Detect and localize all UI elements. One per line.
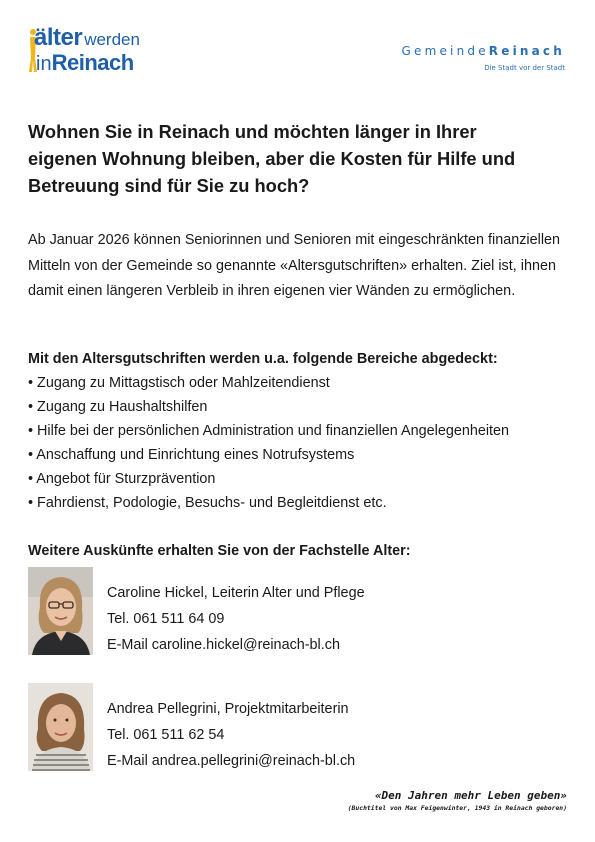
quote-text: «Den Jahren mehr Leben geben»	[374, 789, 567, 802]
coverage-item: • Zugang zu Mittagstisch oder Mahlzeitendienst	[28, 375, 330, 391]
coverage-list	[28, 371, 573, 515]
coverage-section	[28, 347, 573, 515]
contact-email: E-Mail caroline.hickel@reinach-bl.ch	[107, 637, 340, 653]
contact-details	[107, 580, 365, 658]
coverage-item: • Anschaffung und Einrichtung eines Notrufsystems	[28, 447, 355, 463]
logo-word-reinach: Reinach	[51, 50, 134, 75]
coverage-item: • Angebot für Sturzprävention	[28, 471, 216, 487]
municipality-prefix: Gemeinde	[401, 44, 489, 58]
contact-details	[107, 696, 355, 774]
contact-card-andrea-pellegrini	[28, 683, 568, 773]
page-headline: Wohnen Sie in Reinach und möchten länger in Ihrer eigenen Wohnung bleiben, aber die Kosten für Hilfe und Betreuung sind für Sie zu hoch?	[28, 121, 516, 196]
logo-word-alter: älter	[34, 24, 83, 51]
municipality-tagline: Die Stadt vor der Stadt	[484, 64, 565, 72]
quote-source: (Buchtitel von Max Feigenwinter, 1943 in Reinach geboren)	[347, 804, 567, 812]
coverage-item: • Fahrdienst, Podologie, Besuchs- und Begleitdienst etc.	[28, 495, 387, 511]
contact-card-caroline-hickel	[28, 567, 568, 657]
contact-email: E-Mail andrea.pellegrini@reinach-bl.ch	[107, 753, 356, 769]
coverage-item: • Hilfe bei der persönlichen Administration und finanziellen Angelegenheiten	[28, 423, 510, 439]
contact-name-role: Andrea Pellegrini, Projektmitarbeiterin	[107, 701, 349, 717]
logo-word-werden: werden	[84, 30, 140, 49]
contact-phone: Tel. 061 511 62 54	[107, 727, 225, 743]
coverage-heading: Mit den Altersgutschriften werden u.a. folgende Bereiche abgedeckt:	[28, 351, 498, 367]
municipality-town: Reinach	[488, 44, 565, 58]
logo-word-in: in	[36, 53, 52, 75]
logo-aelter-werden-in-reinach	[28, 26, 163, 78]
coverage-item: • Zugang zu Haushaltshilfen	[28, 399, 208, 415]
intro-paragraph: Ab Januar 2026 können Seniorinnen und Senioren mit eingeschränkten finanziellen Mitteln von der Gemeinde so genannte «Altersgutschriften» erhalten. Ziel ist, ihnen damit einen längeren Verbleib in ihren eigenen vier Wänden zu ermöglichen.	[28, 232, 561, 299]
contact-phone: Tel. 061 511 64 09	[107, 611, 225, 627]
footer-quote	[348, 789, 567, 813]
contacts-heading: Weitere Auskünfte erhalten Sie von der Fachstelle Alter:	[28, 543, 411, 559]
portrait-photo-caroline-hickel	[28, 567, 93, 655]
contact-name-role: Caroline Hickel, Leiterin Alter und Pflege	[107, 585, 365, 601]
portrait-photo-andrea-pellegrini	[28, 683, 93, 771]
municipality-name	[402, 44, 566, 58]
logo-gemeinde-reinach	[402, 44, 566, 72]
